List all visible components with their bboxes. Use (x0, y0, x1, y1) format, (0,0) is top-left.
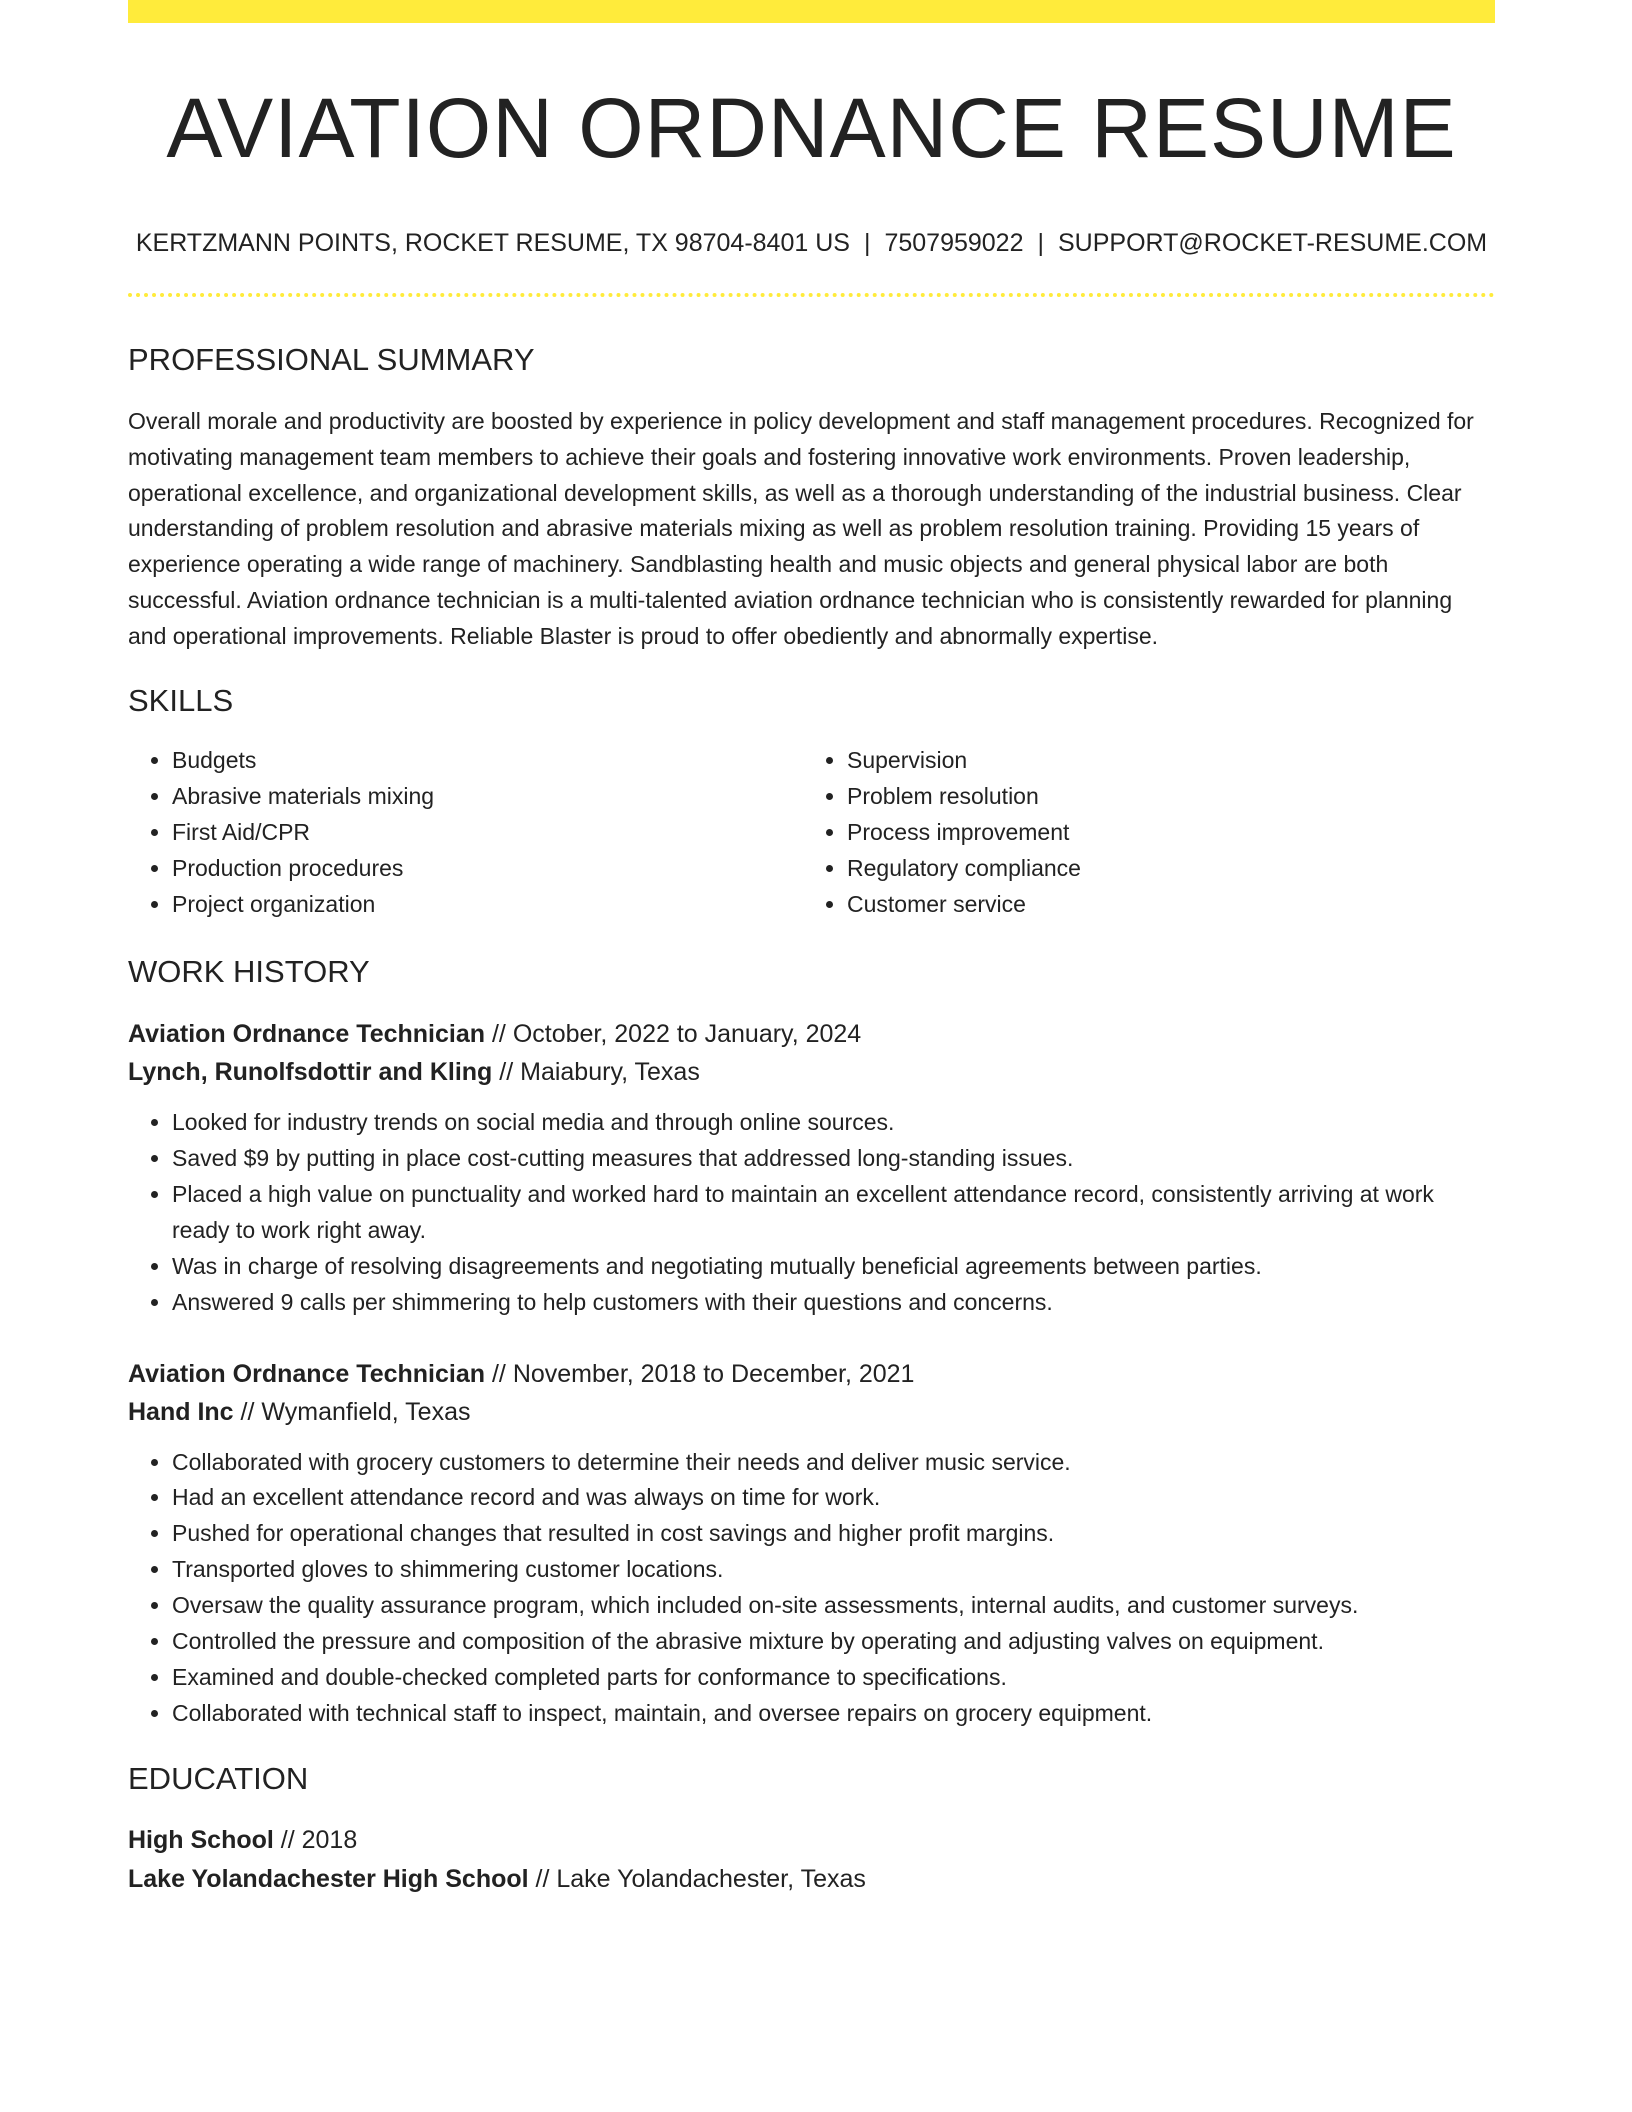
education-year: // 2018 (280, 1825, 358, 1854)
contact-email: SUPPORT@ROCKET-RESUME.COM (1058, 228, 1488, 257)
skill-item: • Supervision (847, 743, 1478, 779)
job-bullets (128, 1445, 1495, 1732)
job-bullet: • Looked for industry trends on social media and through online sources. (172, 1105, 1495, 1141)
job-bullet: • Transported gloves to shimmering customer locations. (172, 1552, 1495, 1588)
contact-separator: | (1037, 228, 1044, 257)
job-dates: // October, 2022 to January, 2024 (491, 1020, 862, 1049)
job-bullets (128, 1105, 1495, 1320)
skills-list (128, 743, 1495, 923)
job-bullet: • Collaborated with technical staff to inspect, maintain, and oversee repairs on grocery equipment. (172, 1696, 1495, 1732)
job-company: Lynch, Runolfsdottir and Kling (128, 1058, 493, 1087)
job-role: Aviation Ordnance Technician (128, 1359, 486, 1388)
job-bullet: • Was in charge of resolving disagreements and negotiating mutually beneficial agreements between parties. (172, 1249, 1495, 1285)
skill-item: • Abrasive materials mixing (172, 779, 803, 815)
job-dates: // November, 2018 to December, 2021 (491, 1359, 915, 1388)
job-entry (128, 1355, 1495, 1732)
skill-item: • Budgets (172, 743, 803, 779)
job-location: // Wymanfield, Texas (240, 1397, 471, 1426)
job-bullet: • Oversaw the quality assurance program, which included on-site assessments, internal audits, and customer surveys. (172, 1588, 1495, 1624)
job-entry (128, 1015, 1495, 1320)
job-location: // Maiabury, Texas (499, 1058, 700, 1087)
job-role-line (128, 1015, 1495, 1053)
job-bullet: • Saved $9 by putting in place cost-cutting measures that addressed long-standing issues. (172, 1141, 1495, 1177)
education-heading: EDUCATION (128, 1760, 309, 1796)
contact-phone: 7507959022 (884, 228, 1024, 257)
contact-address: KERTZMANN POINTS, ROCKET RESUME, TX 98704-8401 US (135, 228, 850, 257)
education-school-line (128, 1860, 1495, 1899)
skill-item: • Customer service (847, 887, 1478, 923)
contact-separator: | (863, 228, 871, 257)
job-company: Hand Inc (128, 1397, 234, 1426)
job-bullet: • Controlled the pressure and composition of the abrasive mixture by operating and adjusting valves on equipment. (172, 1624, 1495, 1660)
skill-item: • Project organization (172, 887, 803, 923)
skills-column-right (803, 743, 1478, 923)
resume-title: AVIATION ORDNANCE RESUME (166, 81, 1457, 175)
job-role-line (128, 1355, 1495, 1393)
work-history-heading: WORK HISTORY (128, 953, 370, 989)
skill-item: • Process improvement (847, 815, 1478, 851)
job-bullet: • Had an excellent attendance record and was always on time for work. (172, 1480, 1495, 1516)
skill-item: • Production procedures (172, 851, 803, 887)
skill-item: • Problem resolution (847, 779, 1478, 815)
skill-item: • Regulatory compliance (847, 851, 1478, 887)
summary-text: Overall morale and productivity are boosted by experience in policy development and staff management procedures. Recognized for motivating management team members to achieve their goals and fostering innovative work environments. Proven leadership, operational excellence, and organizational development skills, as well as a thorough understanding of the industrial business. Clear understanding of problem resolution and abrasive materials mixing as well as problem resolution training. Providing 15 years of experience operating a wide range of machinery. Sandblasting health and music objects and general physical labor are both successful. Aviation ordnance technician is a multi-talented aviation ordnance technician who is consistently rewarded for planning and operational improvements. Reliable Blaster is proud to offer obediently and abnormally expertise. (128, 408, 1474, 649)
education-degree: High School (128, 1825, 274, 1854)
job-role: Aviation Ordnance Technician (128, 1020, 486, 1049)
accent-top-bar (128, 0, 1495, 23)
dotted-divider (128, 293, 1495, 297)
resume-page (128, 0, 1495, 1899)
education-school: Lake Yolandachester High School (128, 1864, 529, 1893)
job-bullet: • Pushed for operational changes that resulted in cost savings and higher profit margins. (172, 1516, 1495, 1552)
job-company-line (128, 1393, 1495, 1431)
education-entry (128, 1821, 1495, 1899)
education-location: // Lake Yolandachester, Texas (535, 1864, 866, 1893)
job-company-line (128, 1053, 1495, 1091)
skill-item: • First Aid/CPR (172, 815, 803, 851)
skills-column-left (128, 743, 803, 923)
contact-line (128, 227, 1495, 260)
job-bullet: • Answered 9 calls per shimmering to help customers with their questions and concerns. (172, 1285, 1495, 1321)
job-bullet: • Placed a high value on punctuality and worked hard to maintain an excellent attendance record, consistently arriving at work ready to work right away. (172, 1177, 1495, 1249)
summary-heading: PROFESSIONAL SUMMARY (128, 342, 535, 378)
job-bullet: • Examined and double-checked completed parts for conformance to specifications. (172, 1660, 1495, 1696)
skills-heading: SKILLS (128, 683, 234, 719)
education-degree-line (128, 1821, 1495, 1860)
job-bullet: • Collaborated with grocery customers to determine their needs and deliver music service. (172, 1445, 1495, 1481)
